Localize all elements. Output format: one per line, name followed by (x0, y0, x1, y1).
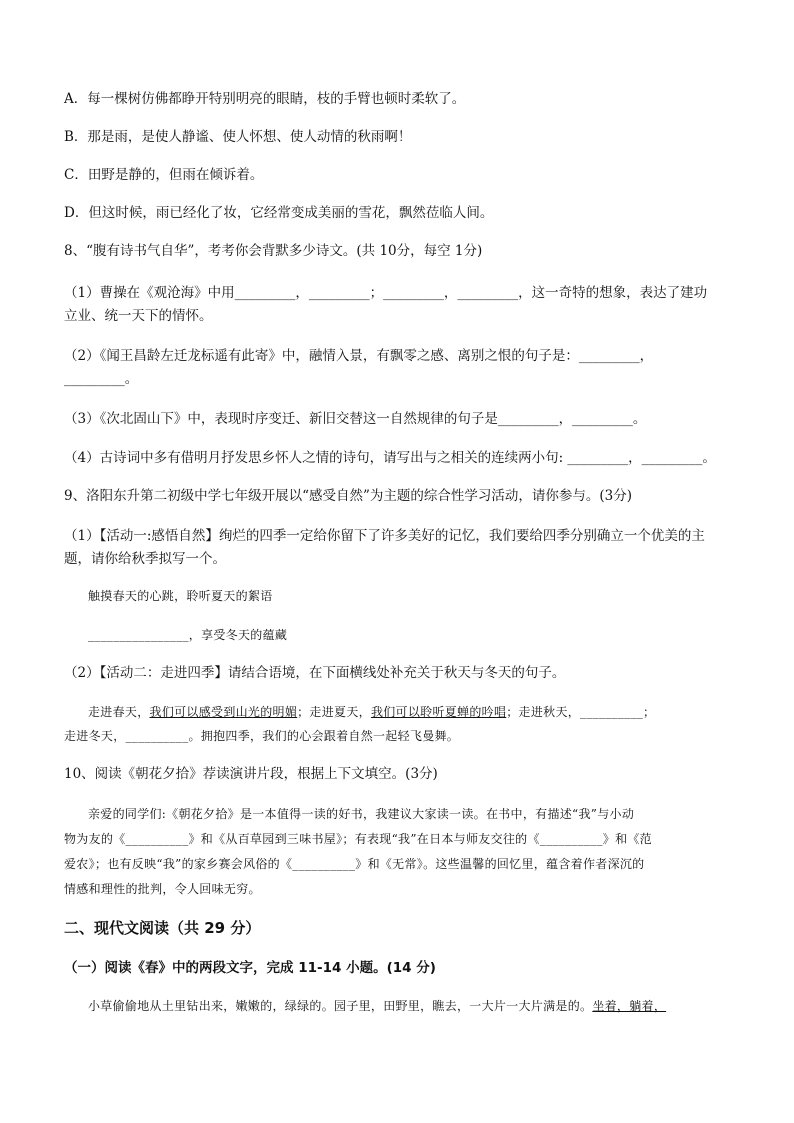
speech-line-3: 爱农》；也有反映“我”的家乡赛会风俗的《__________》和《无常》。这些温馨的回忆里，蕴含着作者深沉的 (64, 857, 645, 871)
option-d: D．但这时候，雨已经化了妆，它经常变成美丽的雪花，飘然莅临人间。 (64, 205, 494, 221)
question-10: 10、阅读《朝花夕拾》荐读演讲片段，根据上下文填空。(3分) (64, 766, 438, 782)
q8-item-1-cont: 立业、统一天下的情怀。 (64, 308, 213, 324)
option-b: B．那是雨，是使人静谧、使人怀想、使人动情的秋雨啊！ (64, 129, 412, 145)
speech-line-4: 情感和理性的批判，令人回味无穷。 (64, 882, 261, 896)
q9-activity-1-cont: 题，请你给秋季拟写一个。 (64, 551, 226, 567)
question-9: 9、洛阳东升第二初级中学七年级开展以“感受自然”为主题的综合性学习活动，请你参与。(3分) (64, 488, 633, 504)
underlined-phrase: 坐着，躺着， (592, 999, 667, 1013)
question-8: 8、“腹有诗书气自华”，考考你会背默多少诗文。(共 10分，每空 1分) (64, 243, 483, 259)
q8-item-4: （4）古诗词中多有借明月抒发思乡怀人之情的诗句，请写出与之相关的连续两小句: _________，_________。 (64, 450, 716, 466)
q9-example-line-1: 触摸春天的心跳，聆听夏天的絮语 (88, 589, 273, 603)
option-a: A．每一棵树仿佛都睁开特别明亮的眼睛，枝的手臂也顿时柔软了。 (64, 91, 466, 107)
q9-activity-1: （1）【活动一:感悟自然】绚烂的四季一定给你留下了许多美好的记忆，我们要给四季分别确立一个优美的主 (64, 528, 705, 544)
spring-text-line: 小草偷偷地从土里钻出来，嫩嫩的，绿绿的。园子里，田野里，瞧去，一大片一大片满是的。坐着，躺着， (88, 999, 667, 1013)
q9-activity-2: （2）【活动二：走进四季】请结合语境，在下面横线处补充关于秋天与冬天的句子。 (64, 665, 566, 681)
q8-item-1: （1）曹操在《观沧海》中用_________，_________；_________，_________，这一奇特的想象，表达了建功 (64, 285, 708, 301)
underlined-example-spring: 我们可以感受到山光的明媚 (149, 705, 298, 719)
q8-item-2: （2）《闻王昌龄左迁龙标遥有此寄》中，融情入景，有飘零之感、离别之恨的句子是：_________， (64, 348, 654, 364)
section-2-heading: 二、现代文阅读（共 29 分） (64, 919, 261, 937)
q8-item-2-cont: _________。 (64, 371, 139, 387)
speech-line-2: 物为友的《__________》和《从百草园到三味书屋》；有表现“我”在日本与师友交往的《__________》和《范 (64, 832, 652, 846)
speech-line-1: 亲爱的同学们:《朝花夕拾》是一本值得一读的好书，我建议大家读一读。在书中，有描述“我”与小动 (88, 807, 635, 821)
underlined-example-summer: 我们可以聆听夏蝉的吟唱 (370, 705, 507, 719)
seasons-paragraph-line-1: 走进春天，我们可以感受到山光的明媚；走进夏天，我们可以聆听夏蝉的吟唱；走进秋天，__________； (88, 705, 656, 719)
q8-item-3: （3）《次北固山下》中，表现时序变迁、新旧交替这一自然规律的句子是_________，_________。 (64, 411, 647, 427)
q9-example-line-2: ________________，享受冬天的蕴藏 (88, 628, 288, 642)
subsection-1-heading: （一）阅读《春》中的两段文字，完成 11-14 小题。(14 分) (64, 960, 436, 976)
option-c: C．田野是静的，但雨在倾诉着。 (64, 167, 264, 183)
seasons-paragraph-line-2: 走进冬天，__________。拥抱四季，我们的心会跟着自然一起轻飞曼舞。 (64, 729, 460, 743)
